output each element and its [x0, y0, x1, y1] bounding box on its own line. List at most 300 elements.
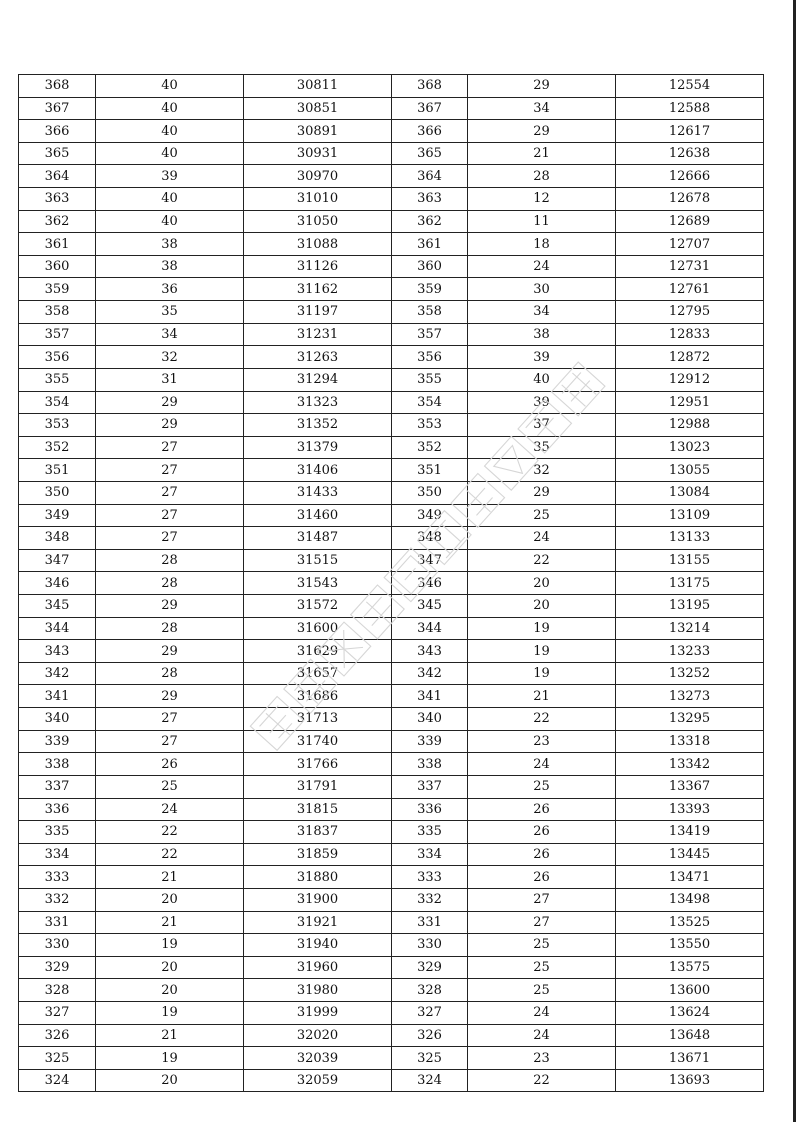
cell-count-a: 31	[96, 368, 244, 391]
cell-cumulative-a: 31406	[244, 459, 392, 482]
cell-cumulative-b: 12833	[616, 323, 764, 346]
cell-score-a: 343	[19, 640, 96, 663]
cell-score-b: 359	[392, 278, 468, 301]
cell-score-a: 350	[19, 481, 96, 504]
cell-count-a: 28	[96, 662, 244, 685]
cell-cumulative-b: 13671	[616, 1047, 764, 1070]
cell-count-a: 40	[96, 188, 244, 211]
cell-count-b: 30	[468, 278, 616, 301]
cell-cumulative-a: 30811	[244, 75, 392, 98]
cell-count-a: 39	[96, 165, 244, 188]
cell-count-b: 23	[468, 1047, 616, 1070]
cell-cumulative-a: 32039	[244, 1047, 392, 1070]
table-row	[19, 595, 764, 618]
cell-count-b: 22	[468, 549, 616, 572]
cell-count-b: 20	[468, 572, 616, 595]
cell-score-a: 328	[19, 979, 96, 1002]
cell-count-b: 11	[468, 210, 616, 233]
cell-cumulative-b: 13133	[616, 527, 764, 550]
cell-count-b: 39	[468, 346, 616, 369]
cell-score-a: 330	[19, 934, 96, 957]
cell-count-a: 38	[96, 255, 244, 278]
cell-cumulative-b: 12872	[616, 346, 764, 369]
cell-cumulative-b: 12951	[616, 391, 764, 414]
cell-cumulative-a: 31859	[244, 843, 392, 866]
cell-count-b: 26	[468, 821, 616, 844]
table-row	[19, 527, 764, 550]
cell-score-b: 342	[392, 662, 468, 685]
table-row	[19, 753, 764, 776]
table-row	[19, 278, 764, 301]
cell-score-a: 326	[19, 1024, 96, 1047]
cell-cumulative-a: 31837	[244, 821, 392, 844]
table-row	[19, 956, 764, 979]
table-body	[19, 75, 764, 1092]
cell-count-a: 27	[96, 730, 244, 753]
table-row	[19, 730, 764, 753]
cell-score-a: 357	[19, 323, 96, 346]
cell-count-a: 29	[96, 595, 244, 618]
cell-score-b: 334	[392, 843, 468, 866]
cell-score-a: 345	[19, 595, 96, 618]
table-row	[19, 572, 764, 595]
cell-cumulative-a: 32059	[244, 1069, 392, 1092]
cell-cumulative-a: 31572	[244, 595, 392, 618]
cell-cumulative-a: 31487	[244, 527, 392, 550]
cell-count-a: 22	[96, 821, 244, 844]
cell-score-a: 351	[19, 459, 96, 482]
cell-count-a: 27	[96, 459, 244, 482]
cell-score-a: 349	[19, 504, 96, 527]
cell-count-b: 35	[468, 436, 616, 459]
cell-score-b: 332	[392, 888, 468, 911]
cell-score-b: 350	[392, 481, 468, 504]
table-row	[19, 888, 764, 911]
cell-score-a: 325	[19, 1047, 96, 1070]
cell-cumulative-b: 13155	[616, 549, 764, 572]
cell-cumulative-a: 31088	[244, 233, 392, 256]
cell-count-a: 28	[96, 572, 244, 595]
table-row	[19, 708, 764, 731]
cell-score-b: 331	[392, 911, 468, 934]
cell-score-b: 358	[392, 301, 468, 324]
cell-count-a: 19	[96, 1047, 244, 1070]
cell-score-b: 328	[392, 979, 468, 1002]
cell-score-b: 335	[392, 821, 468, 844]
cell-cumulative-a: 31231	[244, 323, 392, 346]
cell-score-a: 367	[19, 97, 96, 120]
cell-count-a: 27	[96, 527, 244, 550]
cell-score-b: 368	[392, 75, 468, 98]
cell-score-b: 354	[392, 391, 468, 414]
cell-score-a: 332	[19, 888, 96, 911]
cell-cumulative-a: 31960	[244, 956, 392, 979]
cell-score-b: 367	[392, 97, 468, 120]
cell-score-b: 330	[392, 934, 468, 957]
cell-score-a: 341	[19, 685, 96, 708]
cell-count-a: 20	[96, 888, 244, 911]
cell-score-b: 340	[392, 708, 468, 731]
cell-count-a: 28	[96, 617, 244, 640]
cell-score-b: 327	[392, 1001, 468, 1024]
table-row	[19, 481, 764, 504]
cell-count-b: 26	[468, 798, 616, 821]
table-row	[19, 97, 764, 120]
cell-count-b: 26	[468, 866, 616, 889]
cell-cumulative-a: 31740	[244, 730, 392, 753]
cell-count-a: 40	[96, 75, 244, 98]
cell-cumulative-b: 12912	[616, 368, 764, 391]
cell-cumulative-a: 31766	[244, 753, 392, 776]
cell-count-b: 27	[468, 888, 616, 911]
cell-count-b: 32	[468, 459, 616, 482]
cell-cumulative-a: 31515	[244, 549, 392, 572]
cell-cumulative-a: 31900	[244, 888, 392, 911]
table-row	[19, 1047, 764, 1070]
table-row	[19, 843, 764, 866]
cell-count-b: 24	[468, 527, 616, 550]
cell-count-b: 34	[468, 97, 616, 120]
cell-cumulative-a: 31263	[244, 346, 392, 369]
cell-score-b: 352	[392, 436, 468, 459]
cell-count-a: 40	[96, 97, 244, 120]
cell-count-a: 22	[96, 843, 244, 866]
cell-cumulative-a: 31980	[244, 979, 392, 1002]
cell-score-b: 357	[392, 323, 468, 346]
cell-score-a: 354	[19, 391, 96, 414]
table-row	[19, 662, 764, 685]
cell-score-a: 336	[19, 798, 96, 821]
cell-cumulative-b: 13445	[616, 843, 764, 866]
cell-count-b: 27	[468, 911, 616, 934]
cell-cumulative-a: 31791	[244, 775, 392, 798]
table-row	[19, 775, 764, 798]
cell-count-a: 20	[96, 956, 244, 979]
cell-score-a: 338	[19, 753, 96, 776]
cell-cumulative-b: 13498	[616, 888, 764, 911]
cell-count-b: 24	[468, 1001, 616, 1024]
cell-cumulative-a: 31197	[244, 301, 392, 324]
cell-cumulative-a: 30970	[244, 165, 392, 188]
cell-count-b: 19	[468, 640, 616, 663]
cell-cumulative-a: 32020	[244, 1024, 392, 1047]
cell-count-a: 29	[96, 414, 244, 437]
cell-cumulative-b: 13195	[616, 595, 764, 618]
cell-cumulative-a: 31050	[244, 210, 392, 233]
table-row	[19, 391, 764, 414]
cell-count-b: 25	[468, 504, 616, 527]
cell-score-b: 326	[392, 1024, 468, 1047]
cell-cumulative-a: 31815	[244, 798, 392, 821]
cell-cumulative-b: 12554	[616, 75, 764, 98]
cell-count-b: 25	[468, 775, 616, 798]
cell-count-a: 19	[96, 1001, 244, 1024]
cell-count-a: 40	[96, 210, 244, 233]
cell-score-b: 329	[392, 956, 468, 979]
cell-count-a: 19	[96, 934, 244, 957]
cell-score-a: 346	[19, 572, 96, 595]
cell-count-b: 38	[468, 323, 616, 346]
cell-cumulative-a: 31629	[244, 640, 392, 663]
table-row	[19, 233, 764, 256]
cell-cumulative-b: 13342	[616, 753, 764, 776]
cell-count-b: 37	[468, 414, 616, 437]
cell-score-a: 360	[19, 255, 96, 278]
cell-cumulative-a: 31433	[244, 481, 392, 504]
cell-score-a: 362	[19, 210, 96, 233]
cell-cumulative-b: 13233	[616, 640, 764, 663]
cell-count-b: 21	[468, 142, 616, 165]
cell-cumulative-b: 12761	[616, 278, 764, 301]
cell-cumulative-b: 12588	[616, 97, 764, 120]
cell-cumulative-b: 13055	[616, 459, 764, 482]
cell-count-a: 32	[96, 346, 244, 369]
cell-cumulative-a: 31921	[244, 911, 392, 934]
cell-score-a: 335	[19, 821, 96, 844]
cell-cumulative-b: 13109	[616, 504, 764, 527]
table-row	[19, 346, 764, 369]
cell-cumulative-a: 31162	[244, 278, 392, 301]
table-row	[19, 821, 764, 844]
cell-cumulative-a: 31686	[244, 685, 392, 708]
cell-count-a: 27	[96, 481, 244, 504]
cell-count-a: 21	[96, 1024, 244, 1047]
cell-count-b: 29	[468, 481, 616, 504]
table-row	[19, 301, 764, 324]
cell-cumulative-a: 31657	[244, 662, 392, 685]
cell-count-b: 29	[468, 120, 616, 143]
cell-score-a: 358	[19, 301, 96, 324]
cell-score-a: 361	[19, 233, 96, 256]
cell-score-a: 365	[19, 142, 96, 165]
cell-count-a: 21	[96, 911, 244, 934]
cell-cumulative-b: 13084	[616, 481, 764, 504]
cell-cumulative-b: 13175	[616, 572, 764, 595]
cell-cumulative-b: 13367	[616, 775, 764, 798]
cell-score-a: 359	[19, 278, 96, 301]
cell-count-b: 25	[468, 979, 616, 1002]
cell-cumulative-b: 12988	[616, 414, 764, 437]
cell-cumulative-a: 31379	[244, 436, 392, 459]
cell-cumulative-b: 12795	[616, 301, 764, 324]
cell-count-a: 29	[96, 640, 244, 663]
cell-score-a: 331	[19, 911, 96, 934]
cell-score-b: 353	[392, 414, 468, 437]
cell-score-b: 355	[392, 368, 468, 391]
cell-cumulative-b: 13023	[616, 436, 764, 459]
cell-score-b: 339	[392, 730, 468, 753]
table-row	[19, 414, 764, 437]
cell-score-b: 361	[392, 233, 468, 256]
cell-cumulative-b: 12689	[616, 210, 764, 233]
cell-score-b: 362	[392, 210, 468, 233]
cell-count-b: 23	[468, 730, 616, 753]
cell-score-b: 364	[392, 165, 468, 188]
cell-cumulative-b: 12678	[616, 188, 764, 211]
cell-count-a: 36	[96, 278, 244, 301]
cell-count-a: 38	[96, 233, 244, 256]
cell-score-a: 364	[19, 165, 96, 188]
cell-score-b: 337	[392, 775, 468, 798]
cell-score-a: 366	[19, 120, 96, 143]
cell-score-a: 339	[19, 730, 96, 753]
cell-count-b: 19	[468, 617, 616, 640]
cell-cumulative-b: 12731	[616, 255, 764, 278]
cell-cumulative-b: 13273	[616, 685, 764, 708]
table-row	[19, 436, 764, 459]
cell-count-b: 39	[468, 391, 616, 414]
cell-score-b: 360	[392, 255, 468, 278]
cell-score-b: 351	[392, 459, 468, 482]
cell-cumulative-a: 31999	[244, 1001, 392, 1024]
cell-cumulative-a: 31294	[244, 368, 392, 391]
cell-score-b: 341	[392, 685, 468, 708]
cell-count-a: 27	[96, 504, 244, 527]
table-row	[19, 617, 764, 640]
cell-score-a: 344	[19, 617, 96, 640]
cell-cumulative-a: 31543	[244, 572, 392, 595]
table-row	[19, 323, 764, 346]
cell-count-a: 29	[96, 391, 244, 414]
cell-count-b: 29	[468, 75, 616, 98]
cell-count-b: 24	[468, 1024, 616, 1047]
cell-count-b: 34	[468, 301, 616, 324]
cell-count-a: 21	[96, 866, 244, 889]
cell-cumulative-a: 31352	[244, 414, 392, 437]
cell-count-b: 12	[468, 188, 616, 211]
cell-cumulative-a: 31010	[244, 188, 392, 211]
cell-cumulative-a: 31713	[244, 708, 392, 731]
table-row	[19, 1069, 764, 1092]
cell-cumulative-b: 13575	[616, 956, 764, 979]
cell-cumulative-a: 31460	[244, 504, 392, 527]
cell-cumulative-b: 13648	[616, 1024, 764, 1047]
cell-score-a: 333	[19, 866, 96, 889]
cell-count-a: 29	[96, 685, 244, 708]
table-row	[19, 459, 764, 482]
cell-cumulative-a: 31323	[244, 391, 392, 414]
cell-cumulative-b: 12666	[616, 165, 764, 188]
cell-score-a: 340	[19, 708, 96, 731]
cell-cumulative-a: 31600	[244, 617, 392, 640]
cell-score-b: 343	[392, 640, 468, 663]
cell-cumulative-b: 13550	[616, 934, 764, 957]
cell-score-b: 348	[392, 527, 468, 550]
table-row	[19, 368, 764, 391]
cell-cumulative-b: 13252	[616, 662, 764, 685]
table-row	[19, 549, 764, 572]
cell-score-b: 336	[392, 798, 468, 821]
cell-score-a: 368	[19, 75, 96, 98]
cell-count-b: 20	[468, 595, 616, 618]
cell-count-b: 40	[468, 368, 616, 391]
cell-score-a: 334	[19, 843, 96, 866]
cell-count-b: 24	[468, 753, 616, 776]
cell-cumulative-b: 12707	[616, 233, 764, 256]
cell-count-b: 18	[468, 233, 616, 256]
cell-score-b: 344	[392, 617, 468, 640]
table-row	[19, 1001, 764, 1024]
cell-count-b: 26	[468, 843, 616, 866]
cell-score-a: 363	[19, 188, 96, 211]
cell-count-a: 28	[96, 549, 244, 572]
table-row	[19, 255, 764, 278]
cell-score-a: 327	[19, 1001, 96, 1024]
cell-count-a: 34	[96, 323, 244, 346]
cell-cumulative-a: 31940	[244, 934, 392, 957]
cell-count-b: 22	[468, 1069, 616, 1092]
cell-score-b: 356	[392, 346, 468, 369]
cell-cumulative-b: 13693	[616, 1069, 764, 1092]
table-row	[19, 210, 764, 233]
cell-score-a: 329	[19, 956, 96, 979]
cell-count-a: 40	[96, 120, 244, 143]
cell-count-b: 28	[468, 165, 616, 188]
cell-count-b: 22	[468, 708, 616, 731]
cell-score-b: 324	[392, 1069, 468, 1092]
cell-count-b: 25	[468, 956, 616, 979]
cell-cumulative-b: 13600	[616, 979, 764, 1002]
cell-cumulative-b: 13214	[616, 617, 764, 640]
cell-score-a: 353	[19, 414, 96, 437]
cell-score-b: 338	[392, 753, 468, 776]
cell-cumulative-b: 12617	[616, 120, 764, 143]
cell-count-a: 26	[96, 753, 244, 776]
cell-count-a: 25	[96, 775, 244, 798]
table-row	[19, 685, 764, 708]
cell-cumulative-a: 30891	[244, 120, 392, 143]
cell-score-b: 363	[392, 188, 468, 211]
cell-score-a: 348	[19, 527, 96, 550]
cell-cumulative-b: 12638	[616, 142, 764, 165]
cell-count-a: 20	[96, 979, 244, 1002]
cell-count-a: 27	[96, 708, 244, 731]
table-row	[19, 911, 764, 934]
cell-score-a: 352	[19, 436, 96, 459]
cell-score-a: 342	[19, 662, 96, 685]
cell-score-a: 337	[19, 775, 96, 798]
table-row	[19, 120, 764, 143]
cell-count-a: 35	[96, 301, 244, 324]
cell-count-b: 21	[468, 685, 616, 708]
cell-score-b: 365	[392, 142, 468, 165]
cell-count-b: 19	[468, 662, 616, 685]
table-row	[19, 75, 764, 98]
cell-score-b: 325	[392, 1047, 468, 1070]
cell-score-b: 349	[392, 504, 468, 527]
cell-score-b: 333	[392, 866, 468, 889]
cell-cumulative-b: 13525	[616, 911, 764, 934]
cell-score-b: 347	[392, 549, 468, 572]
cell-score-b: 345	[392, 595, 468, 618]
cell-score-a: 347	[19, 549, 96, 572]
cell-count-b: 24	[468, 255, 616, 278]
cell-count-a: 27	[96, 436, 244, 459]
table-row	[19, 934, 764, 957]
table-row	[19, 866, 764, 889]
cell-cumulative-b: 13471	[616, 866, 764, 889]
cell-count-a: 20	[96, 1069, 244, 1092]
cell-cumulative-a: 30931	[244, 142, 392, 165]
table-row	[19, 165, 764, 188]
table-row	[19, 142, 764, 165]
table-row	[19, 188, 764, 211]
cell-count-a: 40	[96, 142, 244, 165]
table-row	[19, 1024, 764, 1047]
cell-score-a: 355	[19, 368, 96, 391]
table-row	[19, 640, 764, 663]
table-row	[19, 504, 764, 527]
